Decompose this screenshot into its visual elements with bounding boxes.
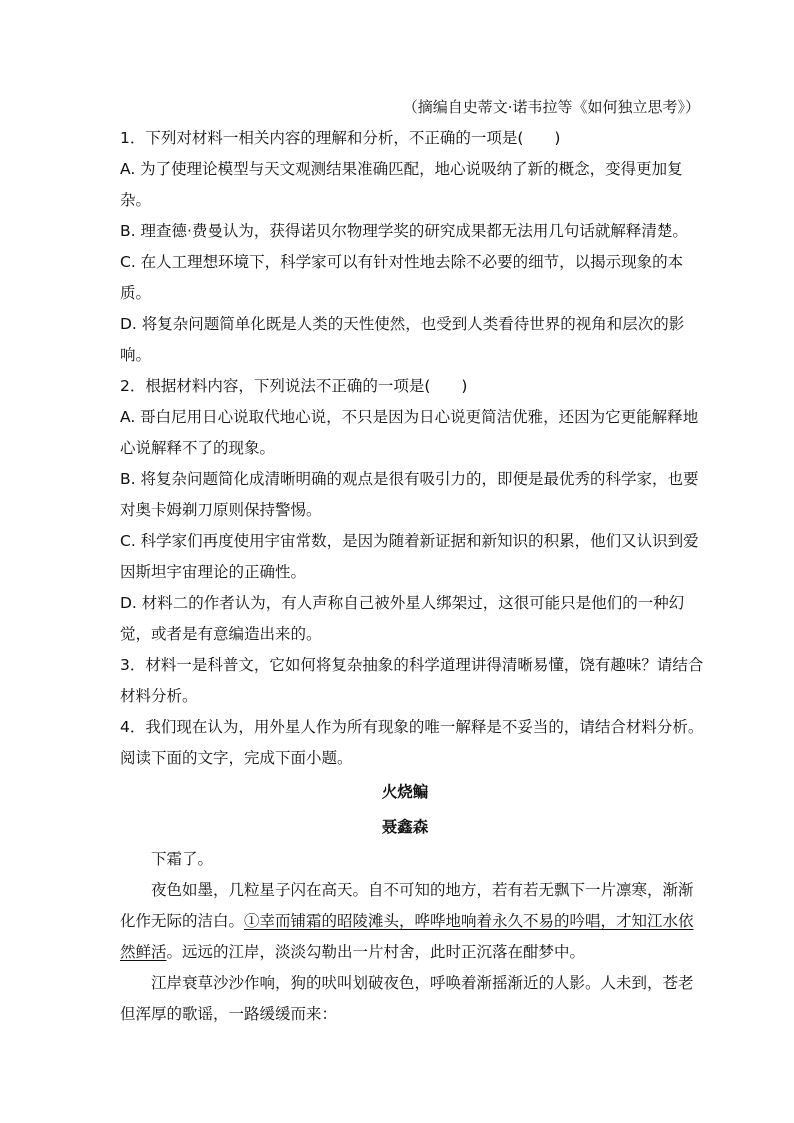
story-passage [120,844,694,1030]
question-1-option-c-line2: 质。 [120,284,152,302]
question-2 [120,371,699,650]
underlined-sentence-1-part2: 然鲜活 [120,943,167,961]
story-paragraph-3-line1: 江岸衰草沙沙作响，狗的吠叫划破夜色，呼唤着渐摇渐近的人影。人未到，苍老 [151,974,694,992]
question-2-option-b-line1: B. 将复杂问题简化成清晰明确的观点是很有吸引力的，即便是最优秀的科学家，也要 [120,470,699,488]
story-title: 火烧鳊 [381,782,429,801]
question-1 [120,123,690,371]
story-paragraph-2-line2-text: 化作无际的洁白。 [120,912,245,930]
question-1-option-a-line2: 杂。 [120,191,152,209]
story-paragraph-2-line2 [120,906,694,937]
question-4 [120,712,704,743]
question-1-stem: 1．下列对材料一相关内容的理解和分析，不正确的一项是( ) [120,129,561,147]
story-paragraph-2-line3-text: 。远远的江岸，淡淡勾勒出一片村舍，此时正沉落在酣梦中。 [166,943,586,961]
story-paragraph-1: 下霜了。 [151,850,214,868]
story-paragraph-2-line3 [120,937,690,968]
question-1-option-a-line1: A. 为了使理论模型与天文观测结果准确匹配，地心说吸纳了新的概念，变得更加复 [120,160,683,178]
question-2-stem: 2．根据材料内容，下列说法不正确的一项是( ) [120,377,468,395]
question-2-option-c-line1: C. 科学家们再度使用宇宙常数，是因为随着新证据和新知识的积累，他们又认识到爱 [120,532,699,550]
question-2-option-b-line2: 对奥卡姆剃刀原则保持警惕。 [120,501,322,519]
question-1-option-b: B. 理查德·费曼认为，获得诺贝尔物理学奖的研究成果都无法用几句话就解释清楚。 [120,222,688,240]
question-1-option-c-line1: C. 在人工理想环境下，科学家可以有针对性地去除不必要的细节，以揭示现象的本 [120,253,684,271]
story-paragraph-3-line2: 但浑厚的歌谣，一路缓缓而来： [120,1005,338,1023]
story-paragraph-2-line1: 夜色如墨，几粒星子闪在高天。自不可知的地方，若有若无飘下一片凛寒，渐渐 [151,881,694,899]
question-2-option-d-line2: 觉，或者是有意编造出来的。 [120,625,322,643]
source-citation: （摘编自史蒂文·诺韦拉等《如何独立思考》） [402,98,700,116]
question-1-option-d-line1: D. 将复杂问题简单化既是人类的天性使然，也受到人类看待世界的视角和层次的影 [120,315,685,333]
document-page [120,92,704,1030]
question-2-option-c-line2: 因斯坦宇宙理论的正确性。 [120,563,307,581]
question-2-option-d-line1: D. 材料二的作者认为，有人声称自己被外星人绑架过，这很可能只是他们的一种幻 [120,594,685,612]
question-3-line2: 材料分析。 [120,687,198,705]
question-4-line1: 4．我们现在认为，用外星人作为所有现象的唯一解释是不妥当的，请结合材料分析。 [120,718,704,736]
underlined-sentence-1-part1: ①幸而铺霜的昭陵滩头，哗哗地响着永久不易的吟唱，才知江水依 [244,912,694,930]
story-author: 聂鑫森 [381,817,429,836]
question-2-option-a-line2: 心说解释不了的现象。 [120,439,276,457]
question-2-option-a-line1: A. 哥白尼用日心说取代地心说，不只是因为日心说更简洁优雅，还因为它更能解释地 [120,408,699,426]
reading-instruction: 阅读下面的文字，完成下面小题。 [120,749,353,767]
question-3 [120,650,704,712]
question-3-line1: 3．材料一是科普文，它如何将复杂抽象的科学道理讲得清晰易懂，饶有趣味？请结合 [120,656,704,674]
question-1-option-d-line2: 响。 [120,346,152,364]
